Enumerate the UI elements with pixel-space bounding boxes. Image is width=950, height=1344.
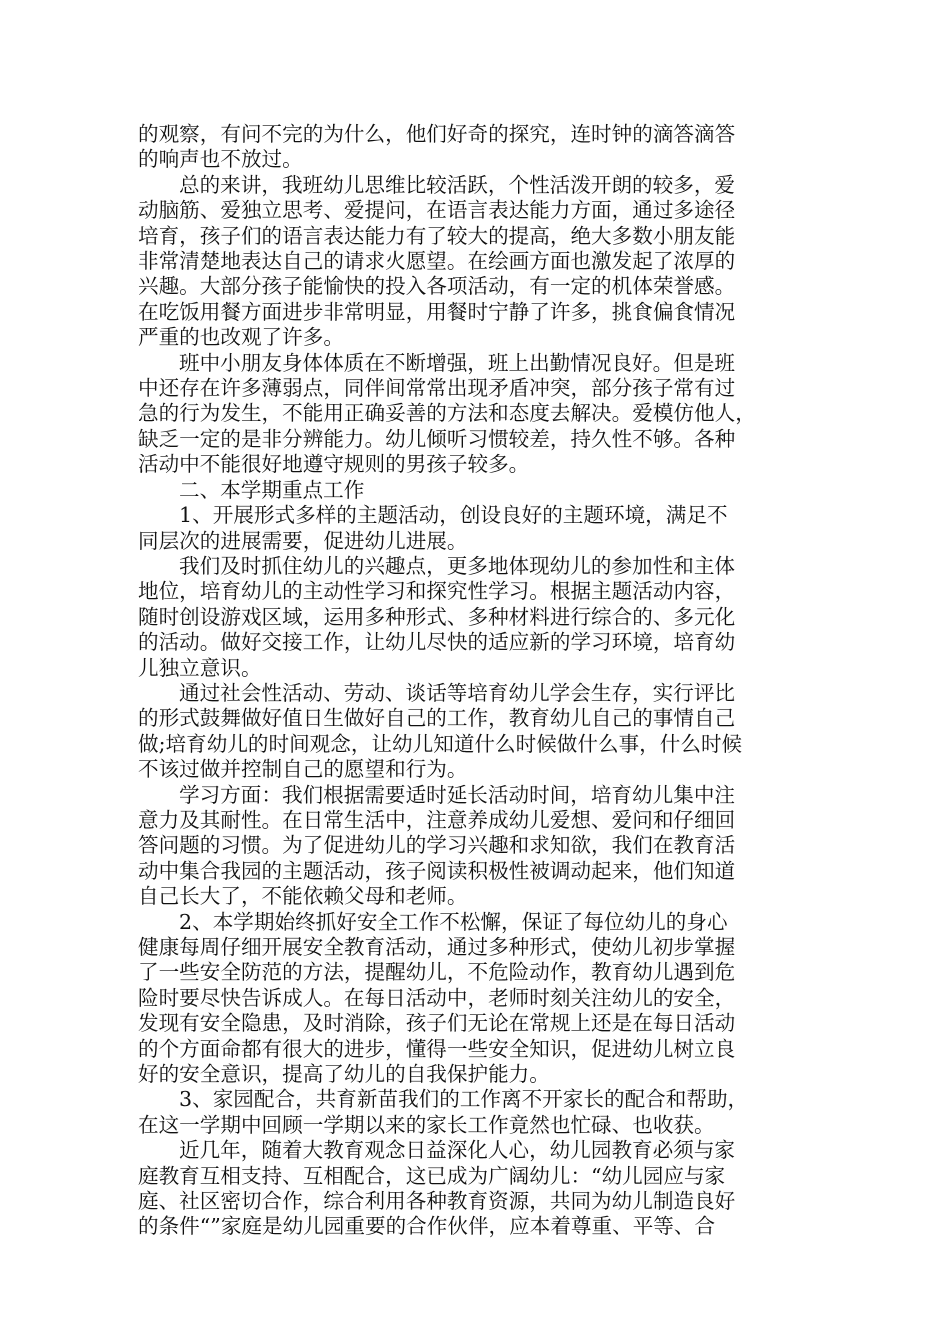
text-line: 庭教育互相支持、互相配合，这已成为广阔幼儿：“幼儿园应与家	[138, 1163, 726, 1188]
text-line: 的条件“”家庭是幼儿园重要的合作伙伴，应本着尊重、平等、合	[138, 1214, 716, 1239]
text-line: 的观察，有问不完的为什么，他们好奇的探究，连时钟的滴答滴答	[138, 122, 736, 146]
text-line: 意力及其耐性。在日常生活中，注意养成幼儿爱想、爱问和仔细回	[138, 807, 736, 832]
document-body	[138, 122, 814, 1240]
text-line: 缺乏一定的是非分辨能力。幼儿倾听习惯较差，持久性不够。各种	[138, 426, 736, 451]
text-line: 3、家园配合，共育新苗我们的工作离不开家长的配合和帮助，	[179, 1087, 749, 1112]
text-line: 急的行为发生，不能用正确妥善的方法和态度去解决。爱模仿他人，	[138, 401, 756, 426]
text-line: 健康每周仔细开展安全教育活动，通过多种形式，使幼儿初步掌握	[138, 935, 736, 959]
text-line: 地位，培育幼儿的主动性学习和探究性学习。根据主题活动内容，	[138, 579, 736, 604]
text-line: 险时要尽快告诉成人。在每日活动中，老师时刻关注幼儿的安全，	[138, 985, 736, 1010]
text-line: 发现有安全隐患，及时消除，孩子们无论在常规上还是在每日活动	[138, 1011, 736, 1036]
text-line: 总的来讲，我班幼儿思维比较活跃，个性活泼开朗的较多，爱	[179, 172, 736, 197]
text-line: 的个方面命都有很大的进步，懂得一些安全知识，促进幼儿树立良	[138, 1036, 736, 1061]
text-line: 的活动。做好交接工作，让幼儿尽快的适应新的学习环境，培育幼	[138, 630, 736, 655]
text-line: 非常清楚地表达自己的请求火愿望。在绘画方面也激发起了浓厚的	[138, 249, 736, 274]
text-line: 培育，孩子们的语言表达能力有了较大的提高，绝大多数小朋友能	[138, 223, 736, 248]
paragraph-health-and-weaknesses	[138, 351, 814, 478]
text-line: 做;培育幼儿的时间观念，让幼儿知道什么时候做什么事，什么时候	[138, 731, 743, 756]
paragraph-interest-points	[138, 554, 814, 681]
text-line: 好的安全意识，提高了幼儿的自我保护能力。	[138, 1062, 550, 1087]
text-line: 庭、社区密切合作，综合利用各种教育资源，共同为幼儿制造良好	[138, 1189, 736, 1214]
text-line: 动脑筋、爱独立思考、爱提问，在语言表达能力方面，通过多途径	[138, 198, 736, 223]
text-line: 答问题的习惯。为了促进幼儿的学习兴趣和求知欲，我们在教育活	[138, 833, 736, 858]
text-line: 在这一学期中回顾一学期以来的家长工作竟然也忙碌、也收获。	[138, 1112, 715, 1137]
text-line: 我们及时抓住幼儿的兴趣点，更多地体现幼儿的参加性和主体	[179, 553, 736, 578]
text-line: 不该过做并控制自己的愿望和行为。	[138, 757, 468, 782]
text-line: 自己长大了，不能依赖父母和老师。	[138, 884, 468, 909]
text-line: 通过社会性活动、劳动、谈话等培育幼儿学会生存，实行评比	[179, 680, 736, 705]
text-line: 兴趣。大部分孩子能愉快的投入各项活动，有一定的机体荣誉感。	[138, 274, 736, 299]
text-line: 在吃饭用餐方面进步非常明显，用餐时宁静了许多，挑食偏食情况	[138, 299, 736, 324]
paragraph-observation-continued	[138, 122, 814, 173]
text-line: 1、开展形式多样的主题活动，创设良好的主题环境，满足不	[179, 503, 728, 528]
text-line: 了一些安全防范的方法，提醒幼儿，不危险动作，教育幼儿遇到危	[138, 960, 736, 985]
text-line: 动中集合我园的主题活动，孩子阅读积极性被调动起来，他们知道	[138, 858, 736, 883]
section-heading	[138, 478, 814, 503]
text-line: 儿独立意识。	[138, 655, 262, 680]
section-heading-text: 二、本学期重点工作	[179, 477, 365, 502]
text-line: 班中小朋友身体体质在不断增强，班上出勤情况良好。但是班	[179, 350, 736, 375]
paragraph-social-activities	[138, 681, 814, 783]
text-line: 2、本学期始终抓好安全工作不松懈，保证了每位幼儿的身心	[179, 909, 728, 934]
text-line: 严重的也改观了许多。	[138, 325, 344, 350]
text-line: 随时创设游戏区域，运用多种形式、多种材料进行综合的、多元化	[138, 604, 736, 629]
paragraph-item-2-safety	[138, 910, 814, 1088]
paragraph-item-3-home-school	[138, 1087, 814, 1138]
text-line: 的响声也不放过。	[138, 147, 303, 172]
text-line: 同层次的进展需要，促进幼儿进展。	[138, 528, 468, 553]
text-line: 学习方面：我们根据需要适时延长活动时间，培育幼儿集中注	[179, 782, 736, 807]
text-line: 中还存在许多薄弱点，同伴间常常出现矛盾冲突，部分孩子常有过	[138, 376, 736, 401]
text-line: 的形式鼓舞做好值日生做好自己的工作，教育幼儿自己的事情自己	[138, 706, 736, 731]
paragraph-item-1	[138, 503, 814, 554]
paragraph-class-summary	[138, 173, 814, 351]
paragraph-recent-years	[138, 1138, 814, 1240]
paragraph-learning	[138, 783, 814, 910]
text-line: 活动中不能很好地遵守规则的男孩子较多。	[138, 452, 530, 477]
text-line: 近几年，随着大教育观念日益深化人心，幼儿园教育必须与家	[179, 1138, 736, 1163]
